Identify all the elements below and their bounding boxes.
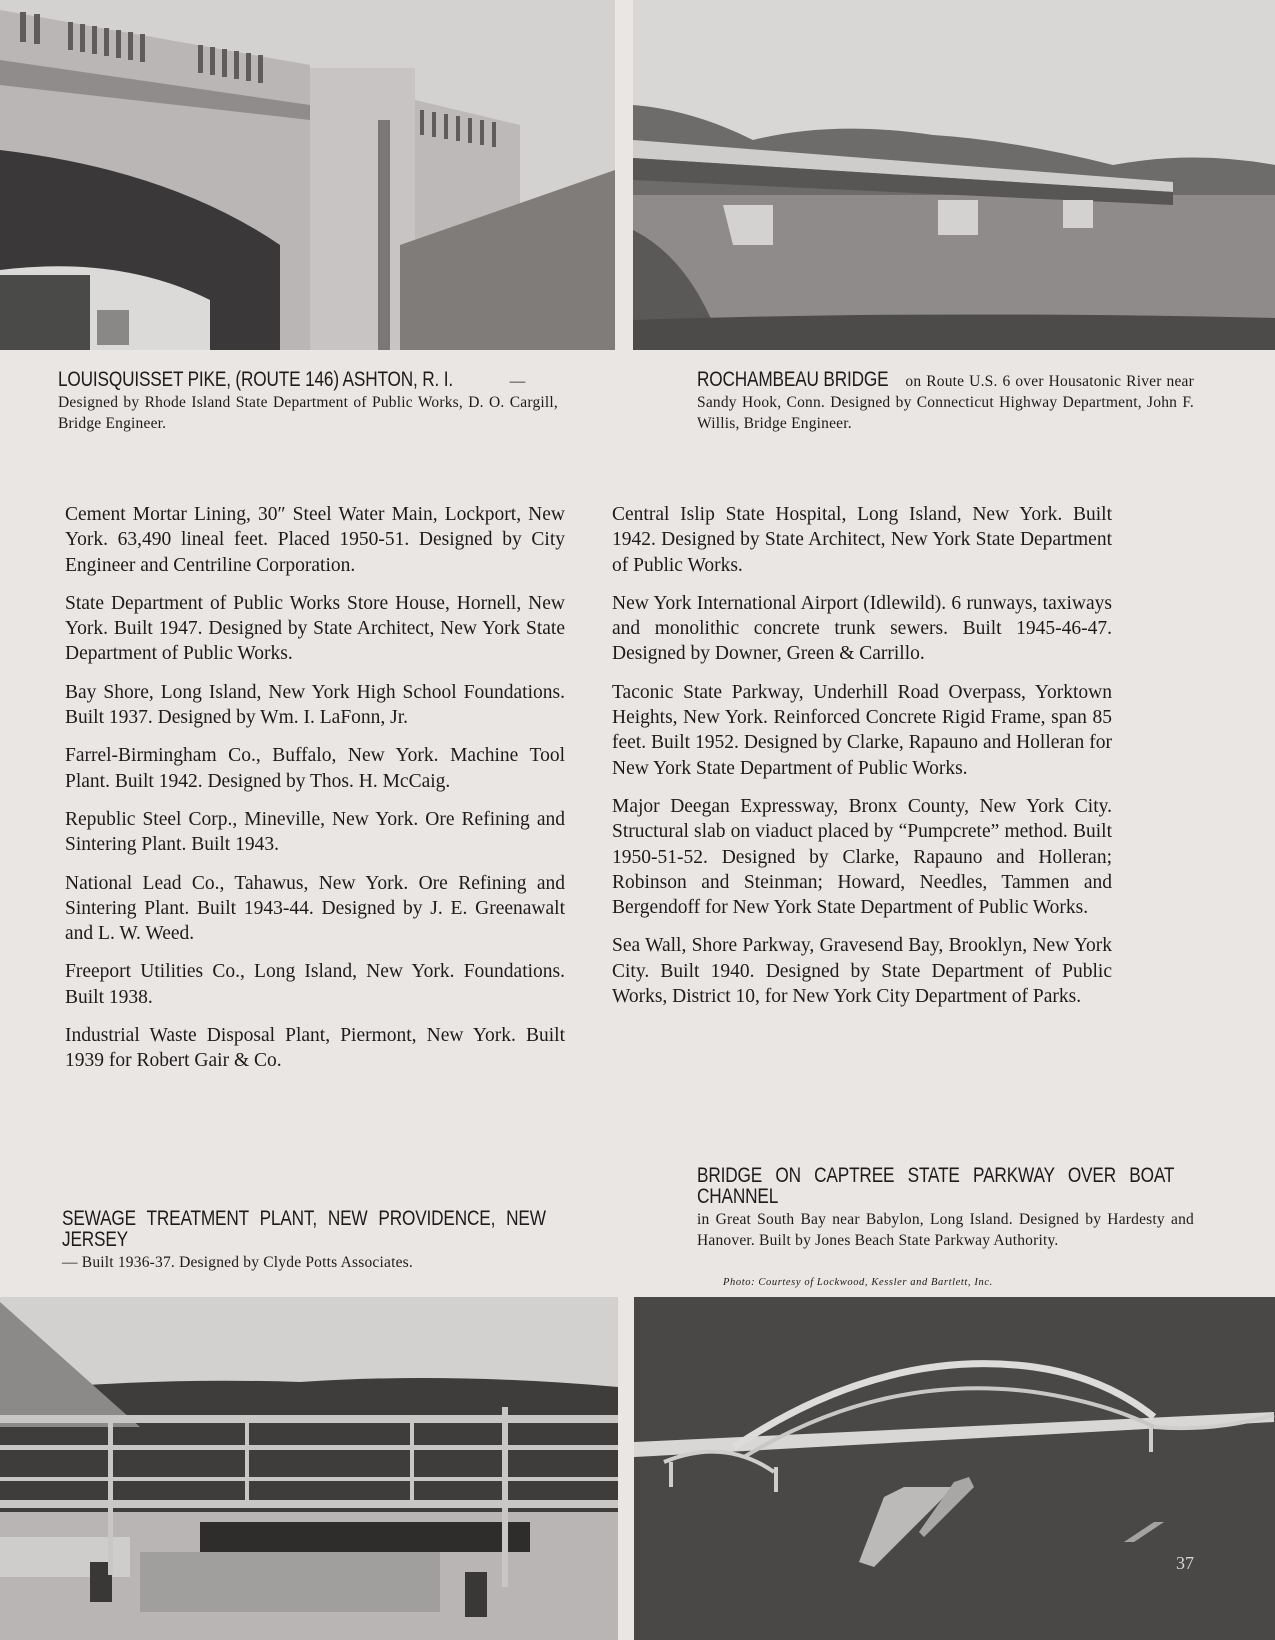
project-entry: National Lead Co., Tahawus, New York. Ore Refining and Sintering Plant. Built 1943-44. Designed by J. E. Greenawalt and L. W. Weed. bbox=[65, 872, 565, 945]
project-entry: Republic Steel Corp., Mineville, New York. Ore Refining and Sintering Plant. Built 1943. bbox=[65, 808, 565, 856]
project-entry: Industrial Waste Disposal Plant, Piermont, New York. Built 1939 for Robert Gair & Co. bbox=[65, 1025, 565, 1072]
project-entry: Cement Mortar Lining, 30″ Steel Water Main, Lockport, New York. 63,490 lineal feet. Placed 1950-51. Designed by City Engineer and Centriline Corporation. bbox=[65, 504, 565, 576]
photo-credit: Photo: Courtesy of Lockwood, Kessler and Bartlett, Inc. bbox=[723, 1277, 993, 1288]
project-entry: State Department of Public Works Store House, Hornell, New York. Built 1947. Designed by State Architect, New York State Department of Public Works. bbox=[65, 592, 565, 665]
photo-sewage-plant bbox=[0, 1297, 618, 1640]
project-entry: Freeport Utilities Co., Long Island, New York. Foundations. Built 1938. bbox=[65, 961, 565, 1008]
caption-body: in Great South Bay near Babylon, Long Island. Designed by Hardesty and Hanover. Built by Jones Beach State Parkway Authority. bbox=[697, 1211, 1194, 1249]
caption-louisquisset-pike bbox=[58, 369, 558, 434]
photo-louisquisset-pike bbox=[0, 0, 615, 350]
caption-heading: BRIDGE ON CAPTREE STATE PARKWAY OVER BOAT CHANNEL bbox=[697, 1164, 1175, 1208]
project-entry: Sea Wall, Shore Parkway, Gravesend Bay, Brooklyn, New York City. Built 1940. Designed by State Department of Public Works, District 10, for New York City Department of Parks. bbox=[612, 935, 1112, 1008]
project-list-right bbox=[612, 502, 1112, 1022]
project-entry: Bay Shore, Long Island, New York High School Foundations. Built 1937. Designed by Wm. I. LaFonn, Jr. bbox=[65, 681, 565, 729]
caption-body: —Designed by Rhode Island State Department of Public Works, D. O. Cargill, Bridge Engineer. bbox=[58, 373, 558, 432]
caption-sewage-plant bbox=[62, 1208, 562, 1273]
project-entry: Farrel-Birmingham Co., Buffalo, New York. Machine Tool Plant. Built 1942. Designed by Thos. H. McCaig. bbox=[65, 745, 565, 792]
caption-body: — Built 1936-37. Designed by Clyde Potts Associates. bbox=[62, 1254, 413, 1271]
photo-rochambeau-bridge bbox=[633, 0, 1275, 350]
page-number: 37 bbox=[1176, 1553, 1194, 1573]
project-entry: Major Deegan Expressway, Bronx County, New York City. Structural slab on viaduct placed by “Pumpcrete” method. Built 1950-51-52. Designed by Clarke, Rapauno and Holleran; Robinson and Steinman; Howard, Needles, Tammen and Bergendoff for New York State Department of Public Works. bbox=[612, 795, 1112, 919]
caption-rochambeau-bridge bbox=[697, 369, 1194, 434]
project-entry: Central Islip State Hospital, Long Island, New York. Built 1942. Designed by State Architect, New York State Department of Public Works. bbox=[612, 504, 1112, 576]
caption-heading: SEWAGE TREATMENT PLANT, NEW PROVIDENCE, NEW JERSEY bbox=[62, 1207, 546, 1251]
caption-heading: ROCHAMBEAU BRIDGE bbox=[697, 368, 889, 391]
project-entry: New York International Airport (Idlewild). 6 runways, taxiways and monolithic concrete trunk sewers. Built 1945-46-47. Designed by Downer, Green & Carrillo. bbox=[612, 592, 1112, 665]
photo-captree-bridge bbox=[634, 1297, 1275, 1640]
project-entry: Taconic State Parkway, Underhill Road Overpass, Yorktown Heights, New York. Reinforced Concrete Rigid Frame, span 85 feet. Built 1952. Designed by Clarke, Rapauno and Holleran for New York State Department of Public Works. bbox=[612, 681, 1112, 779]
caption-heading: LOUISQUISSET PIKE, (ROUTE 146) ASHTON, R. I. bbox=[58, 368, 454, 391]
caption-captree-bridge bbox=[697, 1165, 1194, 1251]
caption-body: on Route U.S. 6 over Housatonic River near Sandy Hook, Conn. Designed by Connecticut Highway Department, John F. Willis, Bridge Engineer. bbox=[697, 373, 1194, 432]
project-list-left bbox=[65, 502, 565, 1087]
